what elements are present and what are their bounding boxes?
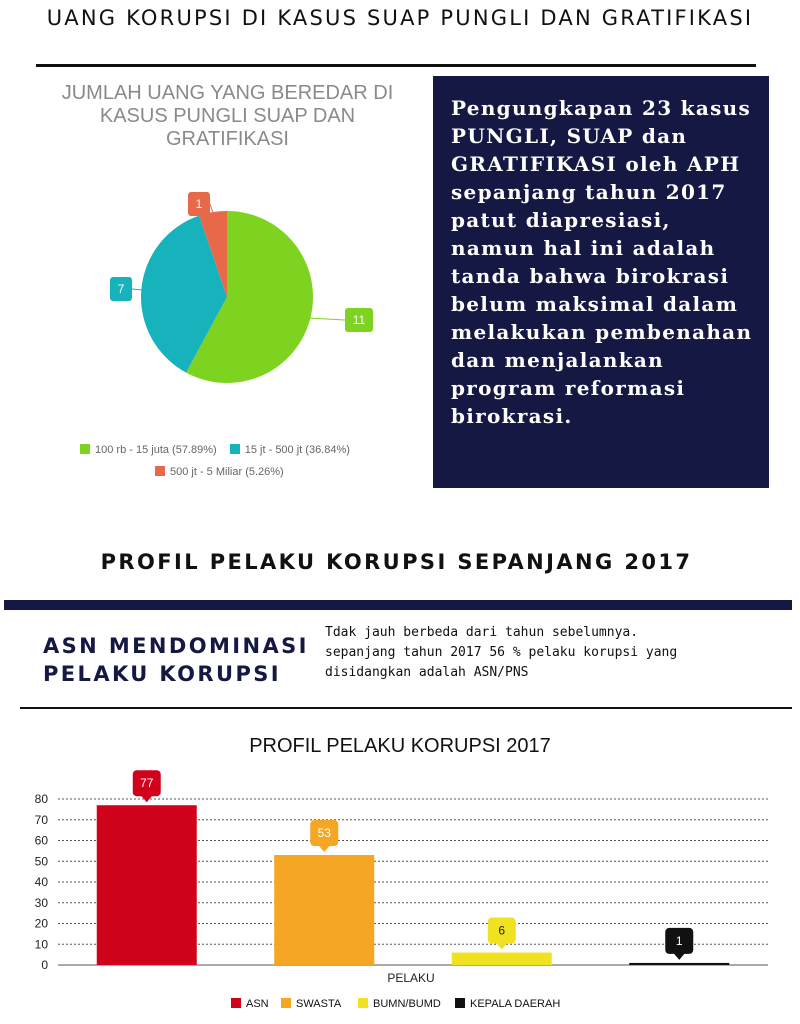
pie-leader-line xyxy=(210,204,213,212)
pie-legend-label-3: 500 jt - 5 Miliar (5.26%) xyxy=(170,466,284,478)
asn-heading-line-2: PELAKU KORUPSI xyxy=(43,662,281,686)
pie-title-line-2: KASUS PUNGLI SUAP DAN xyxy=(99,105,356,127)
legend-swatch-green xyxy=(80,444,90,454)
pie-title-line-1: JUMLAH UANG YANG BEREDAR DI xyxy=(61,82,394,104)
asn-description-line-1: Tdak jauh berbeda dari tahun sebelumnya. xyxy=(325,625,639,640)
section-title: PROFIL PELAKU KORUPSI SEPANJANG 2017 xyxy=(100,550,693,574)
asn-divider xyxy=(20,707,792,709)
pie-data-label: 7 xyxy=(117,282,125,296)
legend-label[interactable]: BUMN/BUMD xyxy=(373,998,441,1010)
y-tick-label: 10 xyxy=(34,937,48,952)
y-tick-label: 80 xyxy=(34,792,48,806)
pie-legend-item-3[interactable] xyxy=(155,466,284,478)
pie-leader-line xyxy=(132,289,141,290)
asn-heading xyxy=(43,632,318,688)
bar-data-label-pointer xyxy=(673,953,685,960)
legend-swatch xyxy=(281,998,291,1008)
pie-chart-title xyxy=(40,82,415,151)
y-tick-label: 20 xyxy=(34,916,48,931)
y-tick-label: 30 xyxy=(34,895,48,910)
bar-chart-title: PROFIL PELAKU KORUPSI 2017 xyxy=(249,735,551,757)
pie-legend-label-2: 15 jt - 500 jt (36.84%) xyxy=(244,444,350,456)
bar[interactable] xyxy=(452,953,552,965)
legend-label[interactable]: ASN xyxy=(246,998,269,1010)
y-tick-label: 40 xyxy=(34,875,48,889)
bar-data-label: 1 xyxy=(675,933,683,948)
legend-label[interactable]: KEPALA DAERAH xyxy=(470,998,561,1010)
legend-swatch-orange xyxy=(155,466,165,476)
section-divider xyxy=(4,600,792,610)
pie-data-label: 11 xyxy=(352,313,366,327)
legend-swatch xyxy=(455,998,465,1008)
legend-swatch xyxy=(231,998,241,1008)
bar-data-label: 77 xyxy=(140,776,154,791)
asn-description xyxy=(325,623,765,683)
y-tick-label: 70 xyxy=(34,812,48,827)
legend-label[interactable]: SWASTA xyxy=(296,998,342,1010)
pie-legend-row-1 xyxy=(80,444,410,456)
bar[interactable] xyxy=(629,963,729,965)
asn-description-line-2: sepanjang tahun 2017 56 % pelaku korupsi yang xyxy=(325,645,678,660)
pie-chart xyxy=(70,175,410,395)
y-tick-label: 60 xyxy=(34,833,48,848)
legend-swatch xyxy=(358,998,368,1008)
bar-data-label: 53 xyxy=(317,826,331,841)
bar-data-label: 6 xyxy=(498,923,506,938)
callout-text: Pengungkapan 23 kasus PUNGLI, SUAP dan GRATIFIKASI oleh APH sepanjang tahun 2017 patut diapresiasi, namun hal ini adalah tanda bahwa birokrasi belum maksimal dalam melakukan pembenahan dan menjalankan program reformasi birokrasi. xyxy=(451,96,753,428)
pie-legend-row-2 xyxy=(155,466,284,478)
pie-legend-item-2[interactable] xyxy=(230,444,350,456)
pie-legend-item-1[interactable] xyxy=(80,444,217,456)
pie-leader-line xyxy=(310,318,345,320)
y-tick-label: 50 xyxy=(34,854,48,869)
x-axis-label: PELAKU xyxy=(387,971,435,985)
bar-data-label-pointer xyxy=(496,943,508,950)
bar[interactable] xyxy=(274,855,374,965)
asn-description-line-3: disidangkan adalah ASN/PNS xyxy=(325,665,529,680)
bar-legend xyxy=(231,998,560,1010)
bar[interactable] xyxy=(97,805,197,965)
y-tick-label: 0 xyxy=(41,958,48,972)
bar-chart xyxy=(0,725,800,1024)
pie-title-line-3: GRATIFIKASI xyxy=(166,128,289,150)
legend-swatch-teal xyxy=(230,444,240,454)
bar-data-label-pointer xyxy=(318,845,330,852)
title-divider xyxy=(36,64,756,67)
pie-legend-label-1: 100 rb - 15 juta (57.89%) xyxy=(95,444,217,456)
pie-data-label: 1 xyxy=(195,197,203,211)
asn-heading-line-1: ASN MENDOMINASI xyxy=(43,634,309,658)
page-title: UANG KORUPSI DI KASUS SUAP PUNGLI DAN GRATIFIKASI xyxy=(46,6,754,30)
